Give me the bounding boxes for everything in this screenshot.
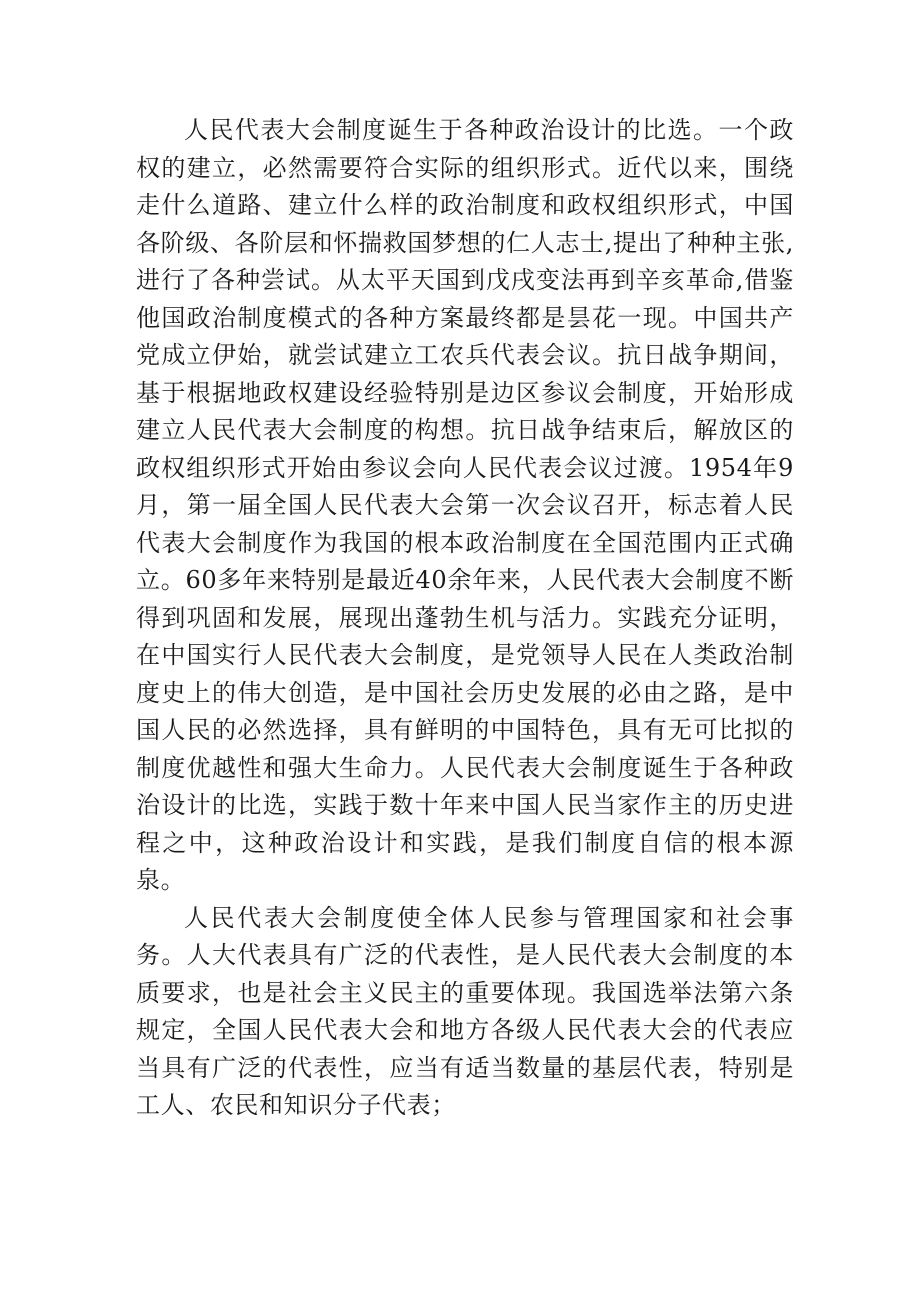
paragraph-2: 人民代表大会制度使全体人民参与管理国家和社会事务。人大代表具有广泛的代表性，是人民代表大会制度的本质要求，也是社会主义民主的重要体现。我国选举法第六条规定，全国人民代表大会和地方各级人民代表大会的代表应当具有广泛的代表性，应当有适当数量的基层代表，特别是工人、农民和知识分子代表；	[136, 903, 794, 1119]
paragraph-1: 人民代表大会制度诞生于各种政治设计的比选。一个政权的建立，必然需要符合实际的组织形式。近代以来，围绕走什么道路、建立什么样的政治制度和政权组织形式，中国各阶级、各阶层和怀揣救国梦想的仁人志士,提出了种种主张,进行了各种尝试。从太平天国到戊戌变法再到辛亥革命,借鉴他国政治制度模式的各种方案最终都是昙花一现。中国共产党成立伊始，就尝试建立工农兵代表会议。抗日战争期间，基于根据地政权建设经验特别是边区参议会制度，开始形成建立人民代表大会制度的构想。抗日战争结束后，解放区的政权组织形式开始由参议会向人民代表会议过渡。1954年9月，第一届全国人民代表大会第一次会议召开，标志着人民代表大会制度作为我国的根本政治制度在全国范围内正式确立。60多年来特别是最近40余年来，人民代表大会制度不断得到巩固和发展，展现出蓬勃生机与活力。实践充分证明，在中国实行人民代表大会制度，是党领导人民在人类政治制度史上的伟大创造，是中国社会历史发展的必由之路，是中国人民的必然选择，具有鲜明的中国特色，具有无可比拟的制度优越性和强大生命力。人民代表大会制度诞生于各种政治设计的比选，实践于数十年来中国人民当家作主的历史进程之中，这种政治设计和实践，是我们制度自信的根本源泉。	[136, 116, 794, 894]
document-body	[136, 112, 794, 1125]
